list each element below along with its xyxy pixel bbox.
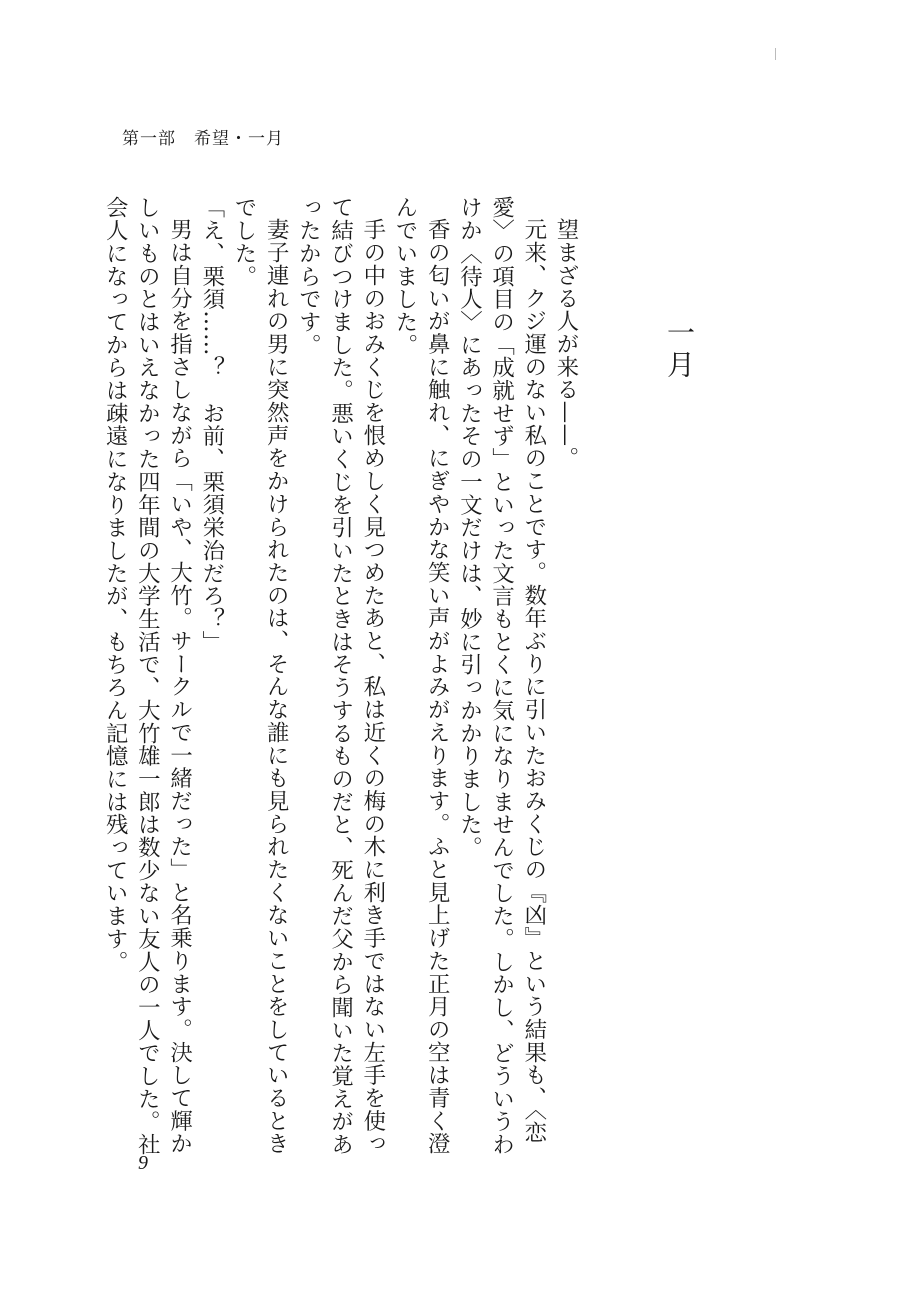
- chapter-title: 一月: [663, 318, 696, 382]
- paragraph: 男は自分を指さしながら「いや、大竹。サークルで一緒だった」と名乗ります。決して輝かしいものとはいえなかった四年間の大学生活で、大竹雄一郎は数少ない友人の一人でした。社会人になってからは疎遠になりましたが、もちろん記憶には残っています。: [102, 196, 193, 1156]
- paragraph: 望まざる人が来る——。: [553, 218, 579, 470]
- crop-mark: [775, 48, 776, 60]
- paragraph: 手の中のおみくじを恨めしく見つめたあと、私は近くの梅の木に利き手ではない左手を使って結びつけました。悪いくじを引いたときはそうするものだと、死んだ父から聞いた覚えがあったからです。: [295, 196, 386, 1156]
- dialogue-line: 「え、栗須……？ お前、栗須栄治だろ？」: [198, 196, 225, 653]
- paragraph: 元来、クジ運のない私のことです。数年ぶりに引いたおみくじの『凶』という結果も、〈恋愛〉の項目の「成就せず」といった文言もとくに気になりませんでした。しかし、どういうわけか〈待人〉にあったその一文だけは、妙に引っかかりました。: [456, 196, 547, 1156]
- paragraph: 香の匂いが鼻に触れ、にぎやかな笑い声がよみがえります。ふと見上げた正月の空は青く澄んでいました。: [391, 196, 451, 1156]
- body-text: [99, 196, 582, 1156]
- paragraph: 妻子連れの男に突然声をかけられたのは、そんな誰にも見られたくないことをしているときでした。: [230, 196, 290, 1156]
- running-head: 第一部 希望・一月: [122, 129, 284, 149]
- page-number: 9: [138, 1152, 148, 1174]
